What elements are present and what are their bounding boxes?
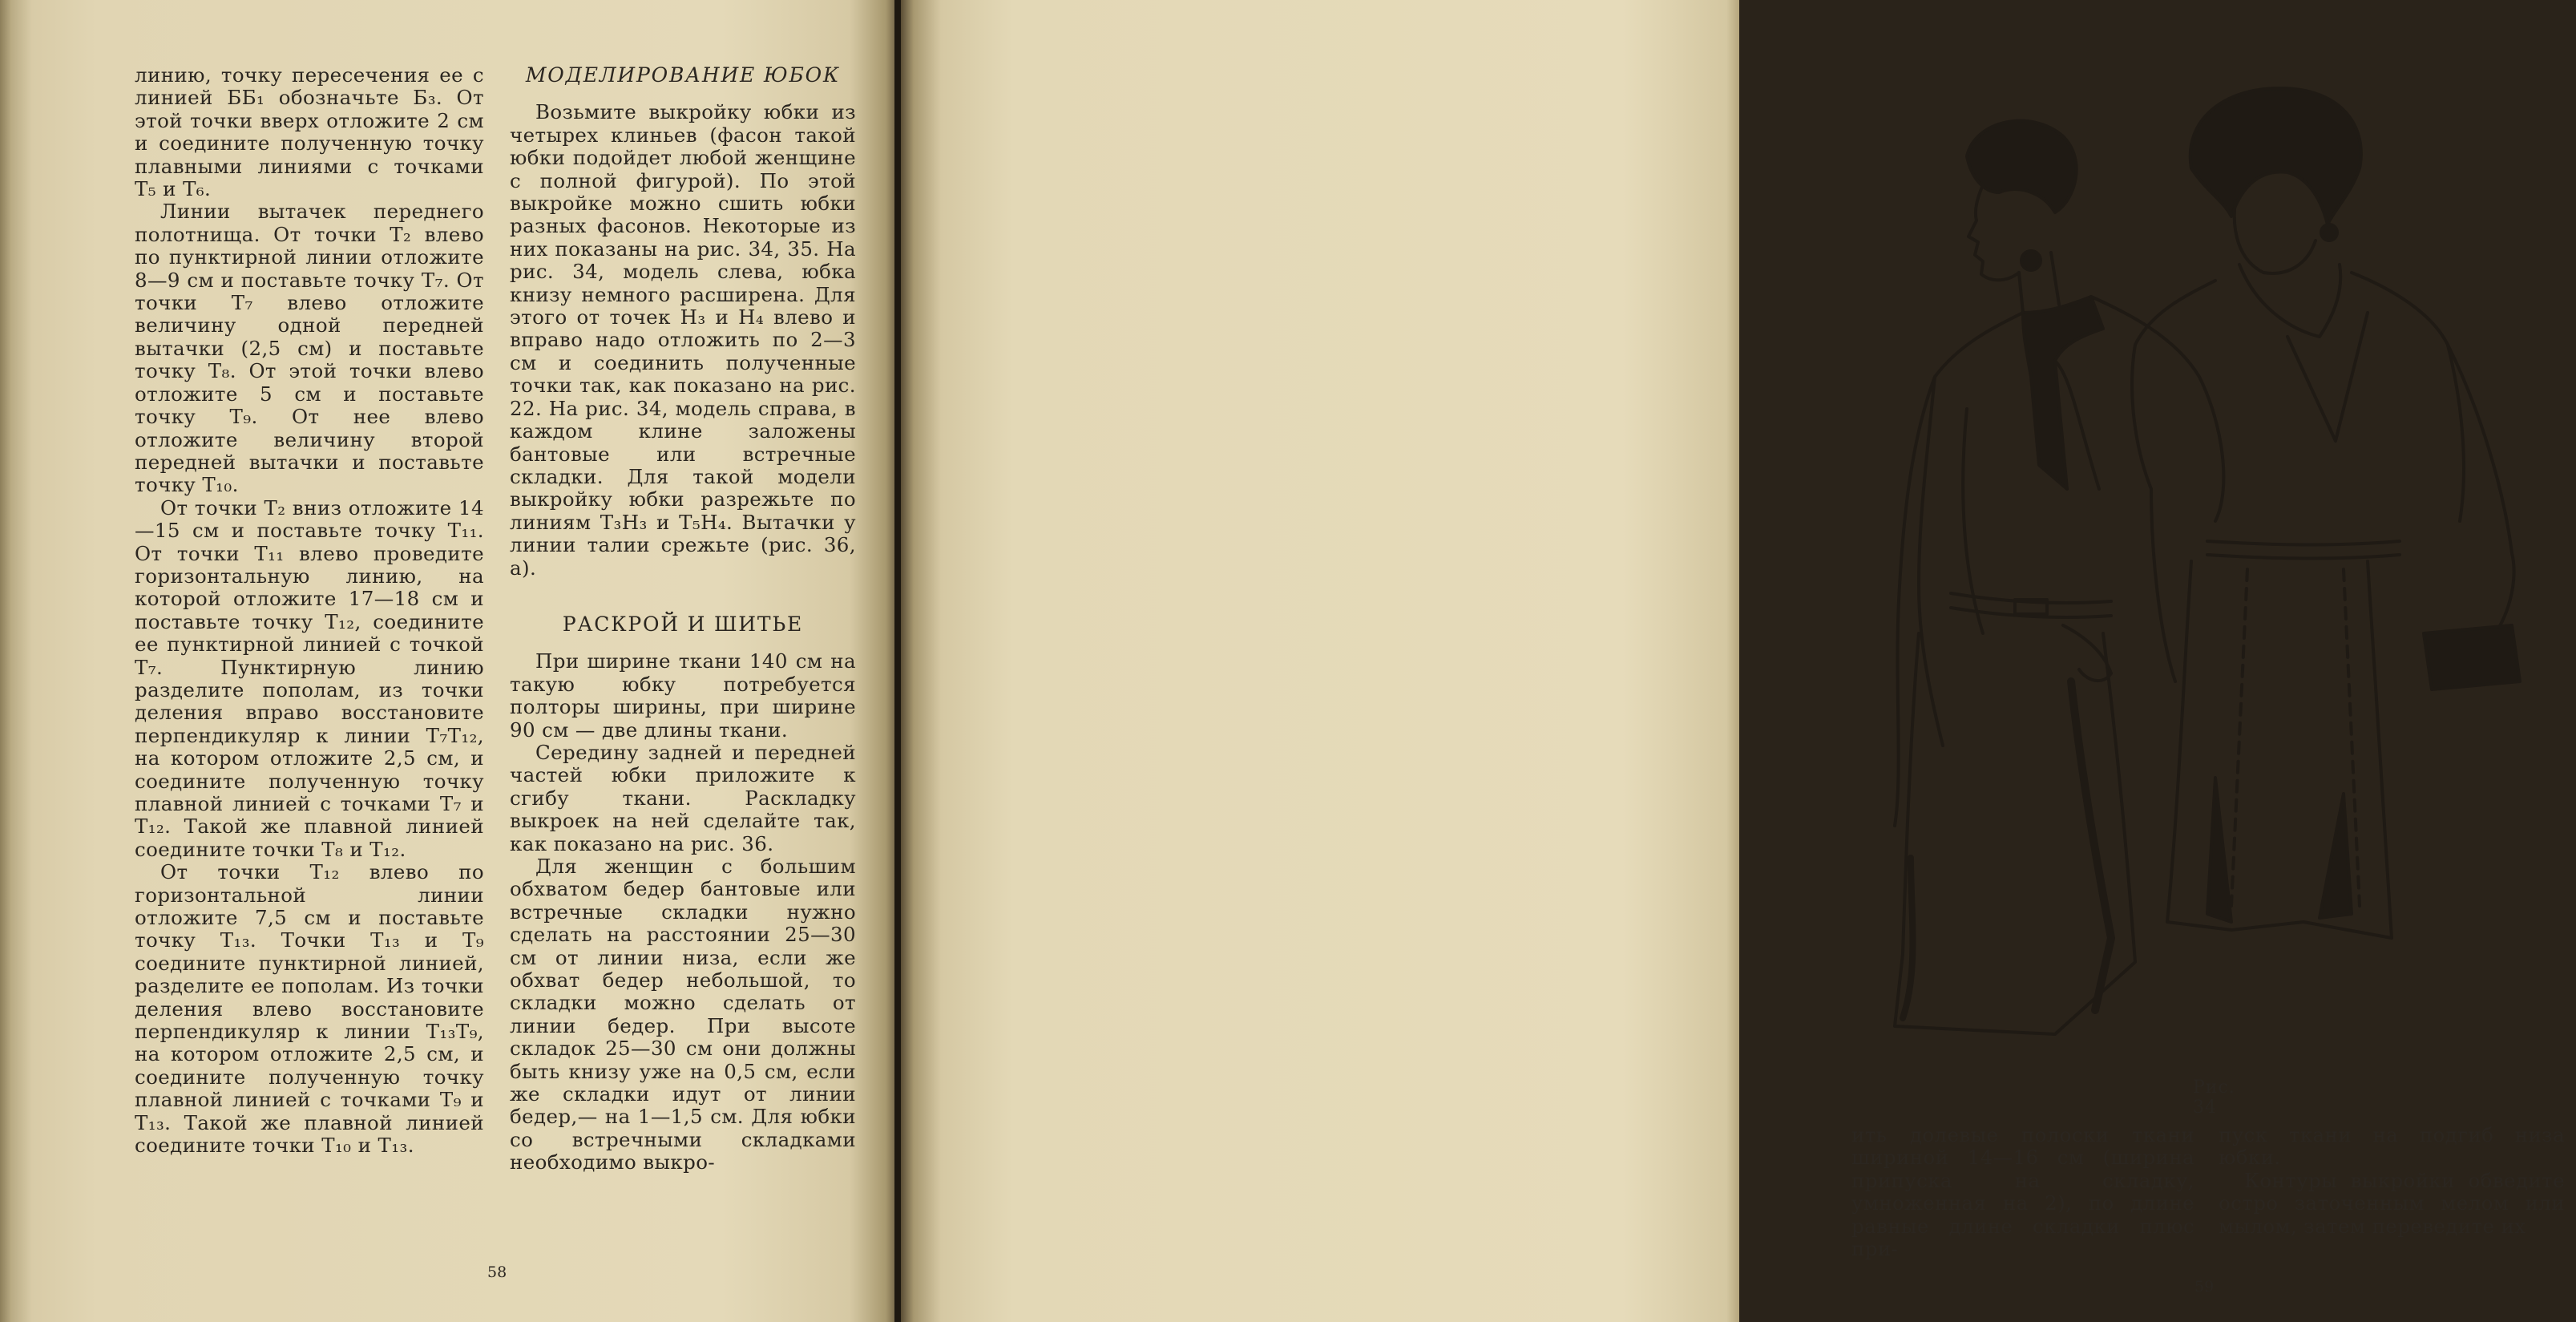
paragraph: От точки Т₂ вниз отложите 14—15 см и поставьте точку Т₁₁. От точки Т₁₁ влево проведите горизонтальную линию, на которой отложите 17—18 см и поставьте точку Т₁₂, соедините ее пунктирной линией с точкой Т₇. Пунктирную линию разделите пополам, из точки деления вправо восстановите перпендикуляр к линии Т₇Т₁₂, на котором отложите 2,5 см, и соедините полученную точку плавной линией с точками Т₇ и Т₁₂. Такой же плавной линией соедините точки Т₈ и Т₁₂. xyxy=(135,495,484,861)
left-page-column-2 xyxy=(510,64,856,1174)
paragraph: При ширине ткани 140 см на такую юбку потребуется полторы ширины, при ширине 90 см — две длины ткани. xyxy=(510,649,856,742)
fashion-illustration-icon xyxy=(1871,72,2576,1082)
page-number: 58 xyxy=(487,1263,507,1281)
right-page xyxy=(901,0,2565,1322)
paragraph: Возьмите выкройку юбки из четырех клиньев (фасон такой юбки подойдет любой женщине с полной фигурой). По этой выкройке можно сшить юбки разных фасонов. Некоторые из них показаны на рис. 34, 35. На рис. 34, модель слева, юбка книзу немного расширена. Для этого от точек Н₃ и Н₄ влево и вправо надо отложить по 2—3 см и соединить полученные точки так, как показано на рис. 22. На рис. 34, модель справа, в каждом клине заложены бантовые или встречные складки. Для такой модели выкройку юбки разрежьте по линиям Т₃Н₃ и Т₅Н₄. Вытачки у линии талии срежьте (рис. 36, а). xyxy=(510,100,856,580)
page-number: 59 xyxy=(2194,1278,2215,1296)
paragraph: Линии вытачек переднего полотнища. От точки Т₂ влево по пунктирной линии отложите 8—9 см и поставьте точку Т₇. От точки Т₇ влево отложите величину одной передней вытачки (2,5 см) и поставьте точку Т₈. От этой точки влево отложите 5 см и поставьте точку Т₉. От нее влево отложите величину второй передней вытачки и поставьте точку Т₁₀. xyxy=(135,200,484,497)
figure-caption: Рис. 34 xyxy=(2193,1077,2235,1118)
left-page xyxy=(0,0,898,1322)
paragraph: Середину задней и передней частей юбки приложите к сгибу ткани. Раскладку выкроек на ней сделайте так, как показано на рис. 36. xyxy=(510,740,856,855)
left-page-column-1 xyxy=(135,64,484,1158)
paragraph: От точки Т₁₂ влево по горизонтальной линии отложите 7,5 см и поставьте точку Т₁₃. Точки Т₁₃ и Т₉ соедините пунктирной линией, разделите ее пополам. Из точки деления влево восстановите перпендикуляр к линии Т₁₃Т₉, на котором отложите 2,5 см, и соедините полученную точку плавной линией с точками Т₉ и Т₁₃. Такой же плавной линией соедините точки Т₁₀ и Т₁₃. xyxy=(135,860,484,1158)
section-title-cutting-sewing: РАСКРОЙ И ШИТЬЕ xyxy=(562,612,804,636)
paragraph: ить долевые полоски ткани шириной 14—16 см (ширина припуска на складку, умноженная на 2), по длине равные длине складки плюс при- xyxy=(1851,1123,2194,1261)
paragraph: Для женщин с большим обхватом бедер бантовые или встречные складки нужно сделать на расстоянии 25—30 см от линии низа, если же обхват бедер небольшой, то складки можно сделать от линии бедер. При высоте складок 25—30 см они должны быть книзу уже на 0,5 см, если же складки идут от линии бедер,— на 1—1,5 см. Для юбки со встречными складками необходимо выкро- xyxy=(510,855,856,1174)
right-page-column-2 xyxy=(2219,1124,2565,1238)
paragraph: линию, точку пересечения ее с линией ББ₁ обозначьте Б₃. От этой точки вверх отложите 2 см и соедините полученную точку плавными линиями с точками Т₅ и Т₆. xyxy=(135,63,484,201)
right-page-column-1 xyxy=(1851,1124,2194,1260)
paragraph: пуск ткани на подгиб низа юбки. xyxy=(2219,1123,2565,1170)
paragraph: Контуры выкройки обведите остро заточенным мелом или мылом, затем переведите их xyxy=(2219,1168,2565,1238)
section-title-skirt-modeling: МОДЕЛИРОВАНИЕ ЮБОК xyxy=(525,63,841,87)
